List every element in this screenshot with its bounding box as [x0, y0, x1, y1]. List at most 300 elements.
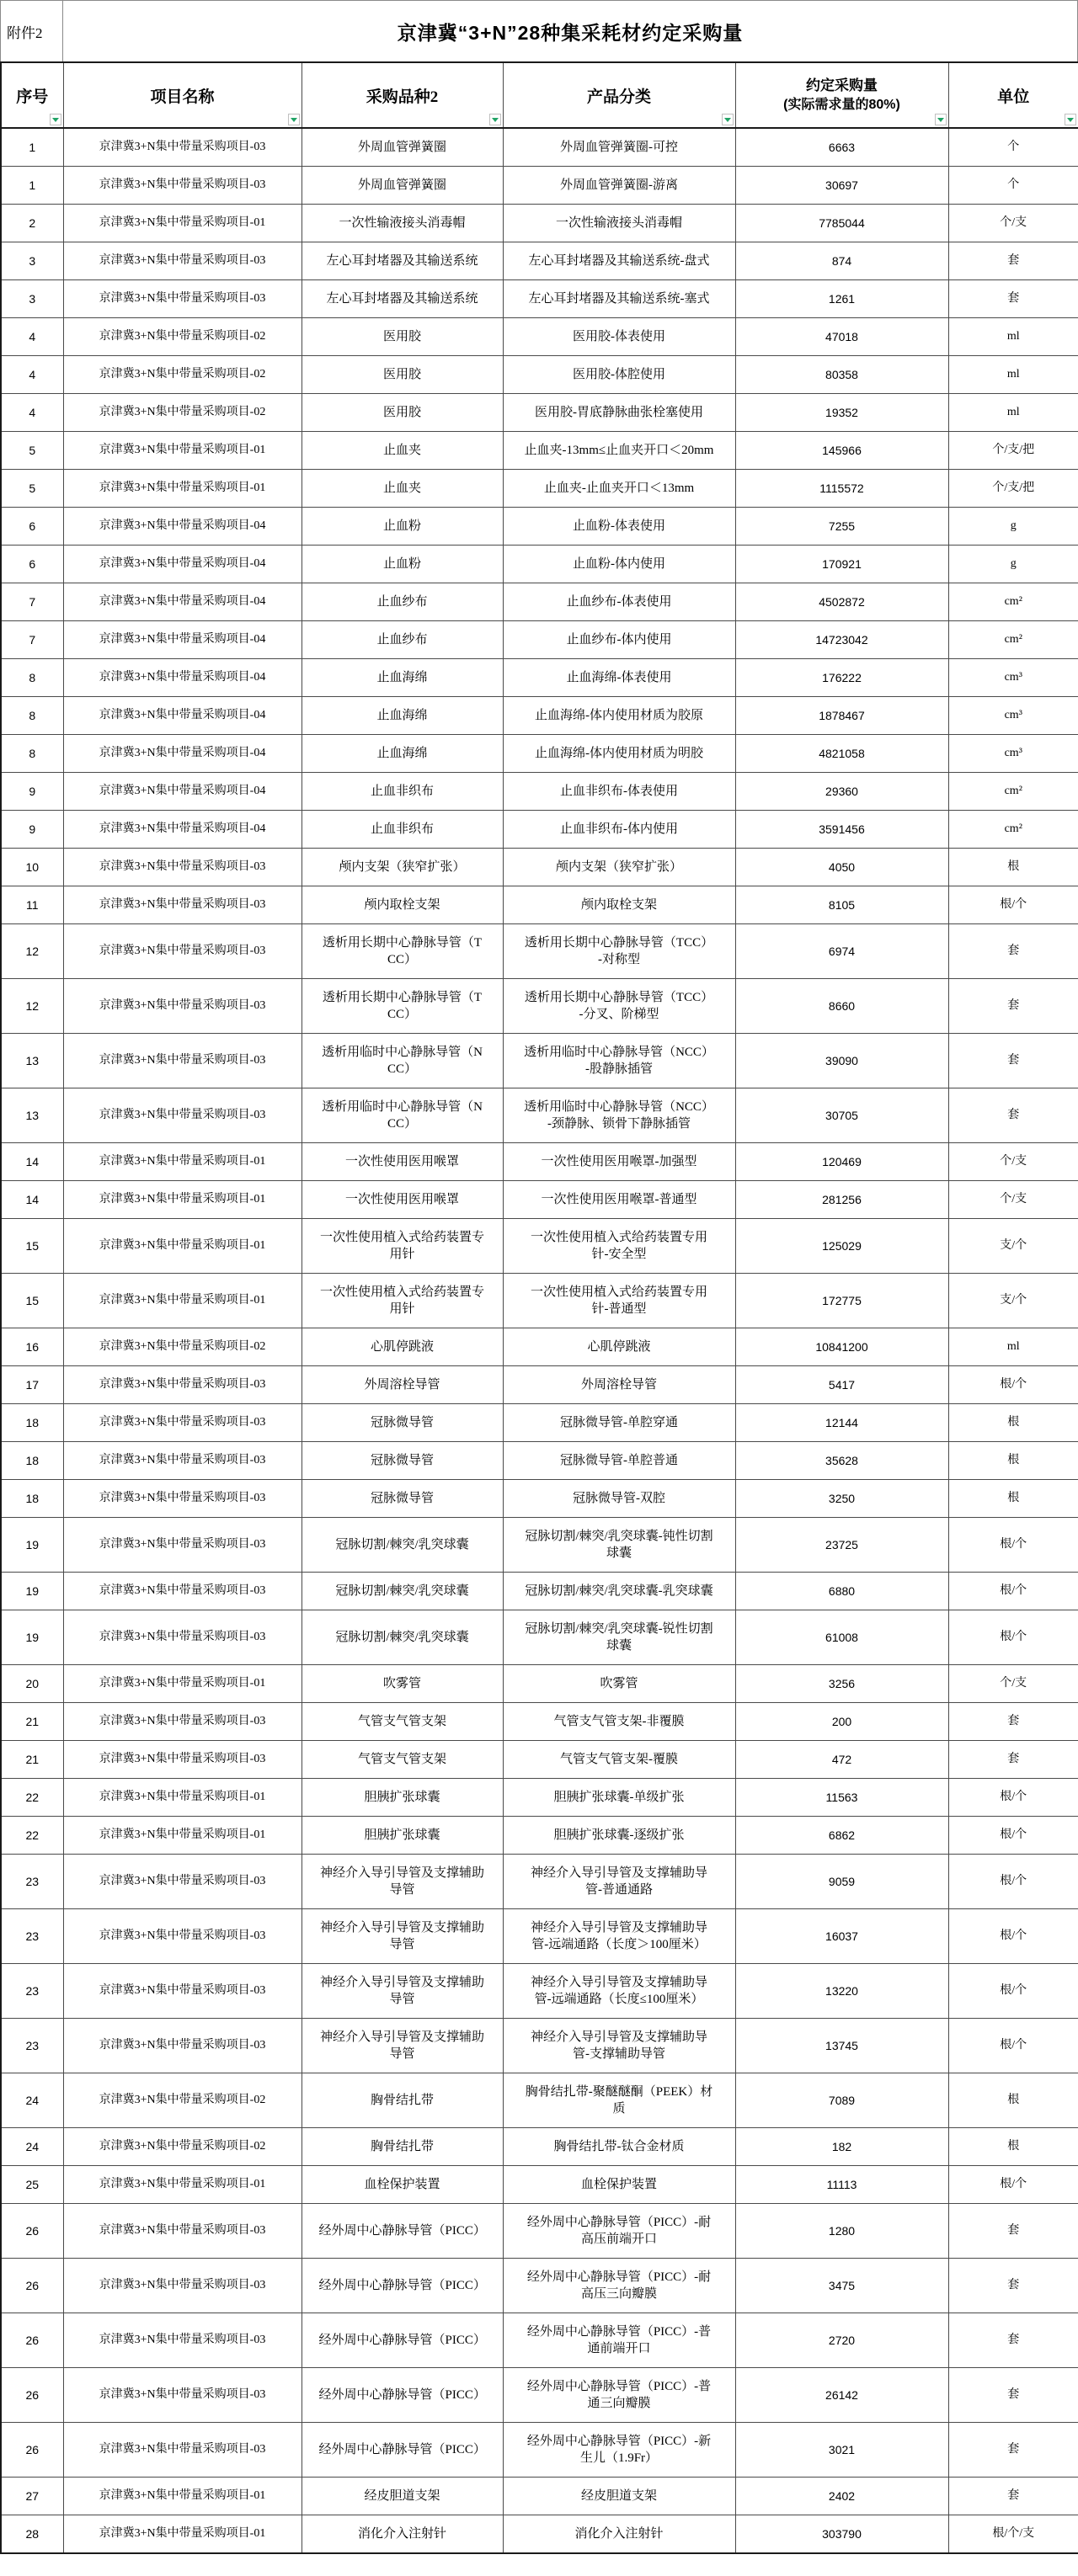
cell-category[interactable]: 冠脉微导管-单腔穿通	[503, 1404, 735, 1442]
cell-variety[interactable]: 止血海绵	[302, 659, 503, 697]
cell-unit[interactable]: 套	[948, 2478, 1078, 2515]
cell-seq[interactable]: 18	[1, 1442, 63, 1480]
cell-category[interactable]: 神经介入导引导管及支撑辅助导管-远端通路（长度＞100厘米）	[503, 1909, 735, 1964]
cell-variety[interactable]: 神经介入导引导管及支撑辅助导管	[302, 1964, 503, 2019]
cell-variety[interactable]: 血栓保护装置	[302, 2166, 503, 2204]
cell-quantity[interactable]: 1878467	[735, 697, 948, 735]
cell-project-name[interactable]: 京津冀3+N集中带量采购项目-04	[63, 735, 302, 773]
cell-unit[interactable]: 套	[948, 280, 1078, 318]
cell-category[interactable]: 神经介入导引导管及支撑辅助导管-支撑辅助导管	[503, 2019, 735, 2073]
cell-category[interactable]: 心肌停跳液	[503, 1328, 735, 1366]
cell-category[interactable]: 经外周中心静脉导管（PICC）-普通前端开口	[503, 2313, 735, 2368]
cell-quantity[interactable]: 47018	[735, 318, 948, 356]
cell-unit[interactable]: 根/个	[948, 2166, 1078, 2204]
cell-unit[interactable]: cm²	[948, 811, 1078, 849]
cell-seq[interactable]: 19	[1, 1610, 63, 1665]
cell-variety[interactable]: 透析用临时中心静脉导管（NCC）	[302, 1088, 503, 1143]
cell-variety[interactable]: 止血海绵	[302, 697, 503, 735]
cell-quantity[interactable]: 7785044	[735, 205, 948, 242]
cell-project-name[interactable]: 京津冀3+N集中带量采购项目-01	[63, 1274, 302, 1328]
cell-seq[interactable]: 4	[1, 394, 63, 432]
cell-seq[interactable]: 17	[1, 1366, 63, 1404]
cell-seq[interactable]: 8	[1, 659, 63, 697]
cell-project-name[interactable]: 京津冀3+N集中带量采购项目-01	[63, 1181, 302, 1219]
cell-unit[interactable]: cm³	[948, 735, 1078, 773]
cell-project-name[interactable]: 京津冀3+N集中带量采购项目-04	[63, 773, 302, 811]
cell-category[interactable]: 血栓保护装置	[503, 2166, 735, 2204]
cell-seq[interactable]: 13	[1, 1034, 63, 1088]
cell-seq[interactable]: 15	[1, 1274, 63, 1328]
cell-category[interactable]: 止血海绵-体表使用	[503, 659, 735, 697]
cell-seq[interactable]: 16	[1, 1328, 63, 1366]
cell-category[interactable]: 止血粉-体表使用	[503, 508, 735, 546]
cell-variety[interactable]: 医用胶	[302, 394, 503, 432]
cell-unit[interactable]: 根/个	[948, 1855, 1078, 1909]
cell-unit[interactable]: 个/支	[948, 1143, 1078, 1181]
cell-unit[interactable]: ml	[948, 318, 1078, 356]
cell-project-name[interactable]: 京津冀3+N集中带量采购项目-04	[63, 583, 302, 621]
cell-unit[interactable]: 根/个	[948, 1817, 1078, 1855]
cell-project-name[interactable]: 京津冀3+N集中带量采购项目-03	[63, 2368, 302, 2423]
cell-category[interactable]: 止血非织布-体表使用	[503, 773, 735, 811]
cell-quantity[interactable]: 13745	[735, 2019, 948, 2073]
cell-seq[interactable]: 12	[1, 924, 63, 979]
cell-project-name[interactable]: 京津冀3+N集中带量采购项目-04	[63, 659, 302, 697]
cell-project-name[interactable]: 京津冀3+N集中带量采购项目-01	[63, 1779, 302, 1817]
cell-unit[interactable]: cm³	[948, 697, 1078, 735]
cell-quantity[interactable]: 7089	[735, 2073, 948, 2128]
cell-quantity[interactable]: 16037	[735, 1909, 948, 1964]
cell-category[interactable]: 止血粉-体内使用	[503, 546, 735, 583]
cell-project-name[interactable]: 京津冀3+N集中带量采购项目-03	[63, 1034, 302, 1088]
cell-variety[interactable]: 止血夹	[302, 470, 503, 508]
cell-project-name[interactable]: 京津冀3+N集中带量采购项目-01	[63, 1219, 302, 1274]
cell-quantity[interactable]: 11563	[735, 1779, 948, 1817]
cell-quantity[interactable]: 182	[735, 2128, 948, 2166]
cell-category[interactable]: 经外周中心静脉导管（PICC）-普通三向瓣膜	[503, 2368, 735, 2423]
cell-unit[interactable]: cm³	[948, 659, 1078, 697]
cell-unit[interactable]: 根	[948, 849, 1078, 886]
cell-variety[interactable]: 神经介入导引导管及支撑辅助导管	[302, 1909, 503, 1964]
cell-project-name[interactable]: 京津冀3+N集中带量采购项目-04	[63, 508, 302, 546]
cell-quantity[interactable]: 172775	[735, 1274, 948, 1328]
cell-quantity[interactable]: 80358	[735, 356, 948, 394]
cell-category[interactable]: 颅内取栓支架	[503, 886, 735, 924]
cell-project-name[interactable]: 京津冀3+N集中带量采购项目-03	[63, 2019, 302, 2073]
cell-seq[interactable]: 14	[1, 1143, 63, 1181]
cell-unit[interactable]: 套	[948, 1088, 1078, 1143]
cell-category[interactable]: 透析用临时中心静脉导管（NCC）-股静脉插管	[503, 1034, 735, 1088]
cell-category[interactable]: 冠脉切割/棘突/乳突球囊-锐性切割球囊	[503, 1610, 735, 1665]
cell-seq[interactable]: 24	[1, 2128, 63, 2166]
cell-category[interactable]: 气管支气管支架-非覆膜	[503, 1703, 735, 1741]
cell-quantity[interactable]: 6663	[735, 128, 948, 167]
cell-unit[interactable]: 根/个	[948, 1964, 1078, 2019]
cell-variety[interactable]: 止血纱布	[302, 583, 503, 621]
cell-unit[interactable]: 根	[948, 1404, 1078, 1442]
cell-seq[interactable]: 26	[1, 2204, 63, 2259]
cell-category[interactable]: 止血海绵-体内使用材质为明胶	[503, 735, 735, 773]
cell-variety[interactable]: 气管支气管支架	[302, 1703, 503, 1741]
cell-project-name[interactable]: 京津冀3+N集中带量采购项目-03	[63, 1855, 302, 1909]
cell-quantity[interactable]: 1261	[735, 280, 948, 318]
cell-variety[interactable]: 医用胶	[302, 356, 503, 394]
cell-project-name[interactable]: 京津冀3+N集中带量采购项目-03	[63, 2423, 302, 2478]
cell-seq[interactable]: 21	[1, 1741, 63, 1779]
cell-seq[interactable]: 25	[1, 2166, 63, 2204]
cell-seq[interactable]: 9	[1, 773, 63, 811]
cell-quantity[interactable]: 29360	[735, 773, 948, 811]
cell-seq[interactable]: 12	[1, 979, 63, 1034]
cell-quantity[interactable]: 3021	[735, 2423, 948, 2478]
cell-project-name[interactable]: 京津冀3+N集中带量采购项目-03	[63, 1909, 302, 1964]
cell-variety[interactable]: 医用胶	[302, 318, 503, 356]
cell-seq[interactable]: 14	[1, 1181, 63, 1219]
cell-unit[interactable]: 套	[948, 2259, 1078, 2313]
cell-project-name[interactable]: 京津冀3+N集中带量采购项目-03	[63, 242, 302, 280]
cell-category[interactable]: 一次性输液接头消毒帽	[503, 205, 735, 242]
cell-quantity[interactable]: 3256	[735, 1665, 948, 1703]
cell-category[interactable]: 经外周中心静脉导管（PICC）-耐高压三向瓣膜	[503, 2259, 735, 2313]
cell-seq[interactable]: 3	[1, 242, 63, 280]
cell-unit[interactable]: 根	[948, 2073, 1078, 2128]
cell-category[interactable]: 外周血管弹簧圈-游离	[503, 167, 735, 205]
cell-project-name[interactable]: 京津冀3+N集中带量采购项目-02	[63, 394, 302, 432]
cell-quantity[interactable]: 170921	[735, 546, 948, 583]
cell-seq[interactable]: 23	[1, 1855, 63, 1909]
cell-variety[interactable]: 经外周中心静脉导管（PICC）	[302, 2368, 503, 2423]
cell-variety[interactable]: 透析用临时中心静脉导管（NCC）	[302, 1034, 503, 1088]
cell-seq[interactable]: 15	[1, 1219, 63, 1274]
cell-quantity[interactable]: 30705	[735, 1088, 948, 1143]
cell-seq[interactable]: 5	[1, 432, 63, 470]
cell-unit[interactable]: 套	[948, 2423, 1078, 2478]
cell-project-name[interactable]: 京津冀3+N集中带量采购项目-02	[63, 2128, 302, 2166]
cell-category[interactable]: 医用胶-胃底静脉曲张栓塞使用	[503, 394, 735, 432]
cell-unit[interactable]: 个	[948, 167, 1078, 205]
cell-category[interactable]: 神经介入导引导管及支撑辅助导管-远端通路（长度≤100厘米）	[503, 1964, 735, 2019]
cell-unit[interactable]: 个/支	[948, 205, 1078, 242]
cell-unit[interactable]: 根	[948, 2128, 1078, 2166]
cell-variety[interactable]: 冠脉切割/棘突/乳突球囊	[302, 1610, 503, 1665]
cell-category[interactable]: 冠脉切割/棘突/乳突球囊-乳突球囊	[503, 1573, 735, 1610]
cell-quantity[interactable]: 61008	[735, 1610, 948, 1665]
cell-variety[interactable]: 外周血管弹簧圈	[302, 167, 503, 205]
cell-seq[interactable]: 7	[1, 621, 63, 659]
cell-seq[interactable]: 22	[1, 1817, 63, 1855]
cell-category[interactable]: 透析用临时中心静脉导管（NCC）-颈静脉、锁骨下静脉插管	[503, 1088, 735, 1143]
cell-variety[interactable]: 吹雾管	[302, 1665, 503, 1703]
cell-unit[interactable]: 根	[948, 1480, 1078, 1518]
cell-unit[interactable]: 根/个	[948, 1573, 1078, 1610]
cell-seq[interactable]: 23	[1, 2019, 63, 2073]
cell-seq[interactable]: 23	[1, 1964, 63, 2019]
cell-project-name[interactable]: 京津冀3+N集中带量采购项目-03	[63, 1442, 302, 1480]
cell-variety[interactable]: 气管支气管支架	[302, 1741, 503, 1779]
cell-category[interactable]: 胆胰扩张球囊-单级扩张	[503, 1779, 735, 1817]
filter-dropdown-icon[interactable]	[1065, 114, 1076, 125]
cell-quantity[interactable]: 10841200	[735, 1328, 948, 1366]
cell-category[interactable]: 一次性使用植入式给药装置专用针-安全型	[503, 1219, 735, 1274]
cell-seq[interactable]: 27	[1, 2478, 63, 2515]
cell-quantity[interactable]: 281256	[735, 1181, 948, 1219]
cell-variety[interactable]: 胆胰扩张球囊	[302, 1817, 503, 1855]
cell-quantity[interactable]: 9059	[735, 1855, 948, 1909]
cell-variety[interactable]: 经皮胆道支架	[302, 2478, 503, 2515]
cell-quantity[interactable]: 1115572	[735, 470, 948, 508]
cell-project-name[interactable]: 京津冀3+N集中带量采购项目-03	[63, 1703, 302, 1741]
cell-project-name[interactable]: 京津冀3+N集中带量采购项目-03	[63, 2259, 302, 2313]
cell-variety[interactable]: 透析用长期中心静脉导管（TCC）	[302, 979, 503, 1034]
cell-category[interactable]: 吹雾管	[503, 1665, 735, 1703]
cell-quantity[interactable]: 125029	[735, 1219, 948, 1274]
cell-quantity[interactable]: 200	[735, 1703, 948, 1741]
cell-category[interactable]: 神经介入导引导管及支撑辅助导管-普通通路	[503, 1855, 735, 1909]
cell-unit[interactable]: ml	[948, 394, 1078, 432]
cell-unit[interactable]: 套	[948, 1034, 1078, 1088]
cell-category[interactable]: 经外周中心静脉导管（PICC）-耐高压前端开口	[503, 2204, 735, 2259]
cell-project-name[interactable]: 京津冀3+N集中带量采购项目-03	[63, 1088, 302, 1143]
cell-project-name[interactable]: 京津冀3+N集中带量采购项目-03	[63, 924, 302, 979]
cell-quantity[interactable]: 26142	[735, 2368, 948, 2423]
cell-quantity[interactable]: 303790	[735, 2515, 948, 2554]
cell-quantity[interactable]: 23725	[735, 1518, 948, 1573]
cell-variety[interactable]: 一次性使用植入式给药装置专用针	[302, 1274, 503, 1328]
cell-category[interactable]: 止血纱布-体表使用	[503, 583, 735, 621]
cell-variety[interactable]: 一次性使用医用喉罩	[302, 1181, 503, 1219]
cell-category[interactable]: 冠脉微导管-双腔	[503, 1480, 735, 1518]
cell-project-name[interactable]: 京津冀3+N集中带量采购项目-04	[63, 546, 302, 583]
cell-seq[interactable]: 2	[1, 205, 63, 242]
cell-unit[interactable]: g	[948, 508, 1078, 546]
cell-category[interactable]: 外周血管弹簧圈-可控	[503, 128, 735, 167]
cell-quantity[interactable]: 472	[735, 1741, 948, 1779]
cell-quantity[interactable]: 13220	[735, 1964, 948, 2019]
cell-project-name[interactable]: 京津冀3+N集中带量采购项目-03	[63, 1518, 302, 1573]
cell-project-name[interactable]: 京津冀3+N集中带量采购项目-03	[63, 849, 302, 886]
cell-project-name[interactable]: 京津冀3+N集中带量采购项目-01	[63, 1143, 302, 1181]
cell-variety[interactable]: 止血非织布	[302, 773, 503, 811]
cell-variety[interactable]: 胸骨结扎带	[302, 2073, 503, 2128]
cell-seq[interactable]: 4	[1, 318, 63, 356]
cell-quantity[interactable]: 8105	[735, 886, 948, 924]
cell-quantity[interactable]: 39090	[735, 1034, 948, 1088]
cell-project-name[interactable]: 京津冀3+N集中带量采购项目-03	[63, 128, 302, 167]
cell-quantity[interactable]: 4050	[735, 849, 948, 886]
cell-quantity[interactable]: 8660	[735, 979, 948, 1034]
cell-category[interactable]: 气管支气管支架-覆膜	[503, 1741, 735, 1779]
cell-unit[interactable]: cm²	[948, 773, 1078, 811]
cell-unit[interactable]: cm²	[948, 583, 1078, 621]
cell-unit[interactable]: 个/支	[948, 1181, 1078, 1219]
cell-variety[interactable]: 止血海绵	[302, 735, 503, 773]
cell-unit[interactable]: 个/支/把	[948, 432, 1078, 470]
cell-project-name[interactable]: 京津冀3+N集中带量采购项目-01	[63, 2166, 302, 2204]
cell-quantity[interactable]: 7255	[735, 508, 948, 546]
cell-quantity[interactable]: 4502872	[735, 583, 948, 621]
cell-project-name[interactable]: 京津冀3+N集中带量采购项目-03	[63, 1480, 302, 1518]
cell-unit[interactable]: 支/个	[948, 1219, 1078, 1274]
cell-seq[interactable]: 4	[1, 356, 63, 394]
cell-category[interactable]: 外周溶栓导管	[503, 1366, 735, 1404]
cell-quantity[interactable]: 145966	[735, 432, 948, 470]
cell-variety[interactable]: 心肌停跳液	[302, 1328, 503, 1366]
cell-seq[interactable]: 19	[1, 1573, 63, 1610]
cell-variety[interactable]: 一次性输液接头消毒帽	[302, 205, 503, 242]
cell-category[interactable]: 一次性使用医用喉罩-加强型	[503, 1143, 735, 1181]
cell-variety[interactable]: 透析用长期中心静脉导管（TCC）	[302, 924, 503, 979]
cell-variety[interactable]: 胸骨结扎带	[302, 2128, 503, 2166]
cell-variety[interactable]: 胆胰扩张球囊	[302, 1779, 503, 1817]
cell-category[interactable]: 颅内支架（狭窄扩张）	[503, 849, 735, 886]
column-header-project-name[interactable]	[63, 62, 302, 128]
cell-quantity[interactable]: 12144	[735, 1404, 948, 1442]
cell-seq[interactable]: 23	[1, 1909, 63, 1964]
cell-seq[interactable]: 11	[1, 886, 63, 924]
cell-category[interactable]: 透析用长期中心静脉导管（TCC）-对称型	[503, 924, 735, 979]
cell-unit[interactable]: g	[948, 546, 1078, 583]
cell-seq[interactable]: 6	[1, 546, 63, 583]
filter-dropdown-icon[interactable]	[722, 114, 734, 125]
cell-category[interactable]: 止血夹-止血夹开口＜13mm	[503, 470, 735, 508]
cell-quantity[interactable]: 4821058	[735, 735, 948, 773]
filter-dropdown-icon[interactable]	[50, 114, 61, 125]
filter-dropdown-icon[interactable]	[935, 114, 947, 125]
cell-variety[interactable]: 一次性使用医用喉罩	[302, 1143, 503, 1181]
cell-unit[interactable]: 根/个	[948, 1518, 1078, 1573]
cell-project-name[interactable]: 京津冀3+N集中带量采购项目-03	[63, 1964, 302, 2019]
cell-unit[interactable]: 套	[948, 924, 1078, 979]
cell-quantity[interactable]: 1280	[735, 2204, 948, 2259]
cell-unit[interactable]: 根	[948, 1442, 1078, 1480]
cell-variety[interactable]: 止血非织布	[302, 811, 503, 849]
cell-seq[interactable]: 13	[1, 1088, 63, 1143]
cell-unit[interactable]: 个/支	[948, 1665, 1078, 1703]
cell-project-name[interactable]: 京津冀3+N集中带量采购项目-03	[63, 1366, 302, 1404]
cell-quantity[interactable]: 6880	[735, 1573, 948, 1610]
cell-variety[interactable]: 冠脉切割/棘突/乳突球囊	[302, 1573, 503, 1610]
cell-unit[interactable]: 根/个/支	[948, 2515, 1078, 2554]
cell-seq[interactable]: 19	[1, 1518, 63, 1573]
cell-quantity[interactable]: 3591456	[735, 811, 948, 849]
cell-seq[interactable]: 1	[1, 167, 63, 205]
column-header-variety[interactable]	[302, 62, 503, 128]
cell-seq[interactable]: 8	[1, 697, 63, 735]
cell-project-name[interactable]: 京津冀3+N集中带量采购项目-02	[63, 1328, 302, 1366]
cell-quantity[interactable]: 3475	[735, 2259, 948, 2313]
cell-variety[interactable]: 止血粉	[302, 546, 503, 583]
cell-project-name[interactable]: 京津冀3+N集中带量采购项目-01	[63, 2478, 302, 2515]
cell-seq[interactable]: 10	[1, 849, 63, 886]
cell-category[interactable]: 一次性使用医用喉罩-普通型	[503, 1181, 735, 1219]
cell-quantity[interactable]: 14723042	[735, 621, 948, 659]
cell-project-name[interactable]: 京津冀3+N集中带量采购项目-02	[63, 2073, 302, 2128]
cell-unit[interactable]: 套	[948, 242, 1078, 280]
cell-project-name[interactable]: 京津冀3+N集中带量采购项目-04	[63, 621, 302, 659]
cell-unit[interactable]: 套	[948, 979, 1078, 1034]
cell-seq[interactable]: 26	[1, 2259, 63, 2313]
cell-seq[interactable]: 24	[1, 2073, 63, 2128]
cell-category[interactable]: 医用胶-体表使用	[503, 318, 735, 356]
cell-seq[interactable]: 8	[1, 735, 63, 773]
cell-unit[interactable]: 套	[948, 1703, 1078, 1741]
cell-variety[interactable]: 神经介入导引导管及支撑辅助导管	[302, 2019, 503, 2073]
cell-category[interactable]: 胸骨结扎带-聚醚醚酮（PEEK）材质	[503, 2073, 735, 2128]
cell-project-name[interactable]: 京津冀3+N集中带量采购项目-01	[63, 470, 302, 508]
cell-variety[interactable]: 一次性使用植入式给药装置专用针	[302, 1219, 503, 1274]
cell-seq[interactable]: 7	[1, 583, 63, 621]
cell-variety[interactable]: 止血纱布	[302, 621, 503, 659]
cell-seq[interactable]: 18	[1, 1480, 63, 1518]
cell-category[interactable]: 左心耳封堵器及其输送系统-塞式	[503, 280, 735, 318]
cell-seq[interactable]: 26	[1, 2313, 63, 2368]
column-header-category[interactable]	[503, 62, 735, 128]
cell-seq[interactable]: 3	[1, 280, 63, 318]
cell-unit[interactable]: 根/个	[948, 1366, 1078, 1404]
cell-quantity[interactable]: 2720	[735, 2313, 948, 2368]
cell-project-name[interactable]: 京津冀3+N集中带量采购项目-03	[63, 979, 302, 1034]
cell-seq[interactable]: 22	[1, 1779, 63, 1817]
cell-category[interactable]: 经皮胆道支架	[503, 2478, 735, 2515]
cell-project-name[interactable]: 京津冀3+N集中带量采购项目-02	[63, 318, 302, 356]
cell-category[interactable]: 止血海绵-体内使用材质为胶原	[503, 697, 735, 735]
cell-variety[interactable]: 经外周中心静脉导管（PICC）	[302, 2204, 503, 2259]
cell-project-name[interactable]: 京津冀3+N集中带量采购项目-03	[63, 1610, 302, 1665]
cell-variety[interactable]: 止血夹	[302, 432, 503, 470]
cell-variety[interactable]: 止血粉	[302, 508, 503, 546]
cell-variety[interactable]: 冠脉微导管	[302, 1442, 503, 1480]
cell-unit[interactable]: 套	[948, 2204, 1078, 2259]
cell-project-name[interactable]: 京津冀3+N集中带量采购项目-01	[63, 205, 302, 242]
cell-variety[interactable]: 左心耳封堵器及其输送系统	[302, 280, 503, 318]
column-header-seq[interactable]	[1, 62, 63, 128]
cell-variety[interactable]: 外周血管弹簧圈	[302, 128, 503, 167]
cell-project-name[interactable]: 京津冀3+N集中带量采购项目-01	[63, 1817, 302, 1855]
cell-category[interactable]: 止血非织布-体内使用	[503, 811, 735, 849]
cell-quantity[interactable]: 176222	[735, 659, 948, 697]
cell-project-name[interactable]: 京津冀3+N集中带量采购项目-01	[63, 1665, 302, 1703]
cell-variety[interactable]: 冠脉切割/棘突/乳突球囊	[302, 1518, 503, 1573]
cell-seq[interactable]: 6	[1, 508, 63, 546]
cell-quantity[interactable]: 6862	[735, 1817, 948, 1855]
filter-dropdown-icon[interactable]	[288, 114, 300, 125]
cell-unit[interactable]: 个	[948, 128, 1078, 167]
cell-variety[interactable]: 颅内支架（狭窄扩张）	[302, 849, 503, 886]
cell-category[interactable]: 止血纱布-体内使用	[503, 621, 735, 659]
cell-unit[interactable]: 根/个	[948, 1909, 1078, 1964]
cell-category[interactable]: 左心耳封堵器及其输送系统-盘式	[503, 242, 735, 280]
cell-category[interactable]: 胸骨结扎带-钛合金材质	[503, 2128, 735, 2166]
cell-seq[interactable]: 9	[1, 811, 63, 849]
cell-quantity[interactable]: 11113	[735, 2166, 948, 2204]
filter-dropdown-icon[interactable]	[489, 114, 501, 125]
cell-project-name[interactable]: 京津冀3+N集中带量采购项目-03	[63, 1573, 302, 1610]
cell-unit[interactable]: 根/个	[948, 1779, 1078, 1817]
cell-category[interactable]: 止血夹-13mm≤止血夹开口＜20mm	[503, 432, 735, 470]
cell-seq[interactable]: 1	[1, 128, 63, 167]
cell-variety[interactable]: 经外周中心静脉导管（PICC）	[302, 2423, 503, 2478]
cell-project-name[interactable]: 京津冀3+N集中带量采购项目-03	[63, 1741, 302, 1779]
cell-project-name[interactable]: 京津冀3+N集中带量采购项目-03	[63, 1404, 302, 1442]
cell-seq[interactable]: 20	[1, 1665, 63, 1703]
cell-category[interactable]: 胆胰扩张球囊-逐级扩张	[503, 1817, 735, 1855]
cell-unit[interactable]: 个/支/把	[948, 470, 1078, 508]
cell-quantity[interactable]: 35628	[735, 1442, 948, 1480]
cell-quantity[interactable]: 5417	[735, 1366, 948, 1404]
cell-project-name[interactable]: 京津冀3+N集中带量采购项目-03	[63, 886, 302, 924]
cell-unit[interactable]: 根/个	[948, 1610, 1078, 1665]
cell-quantity[interactable]: 120469	[735, 1143, 948, 1181]
